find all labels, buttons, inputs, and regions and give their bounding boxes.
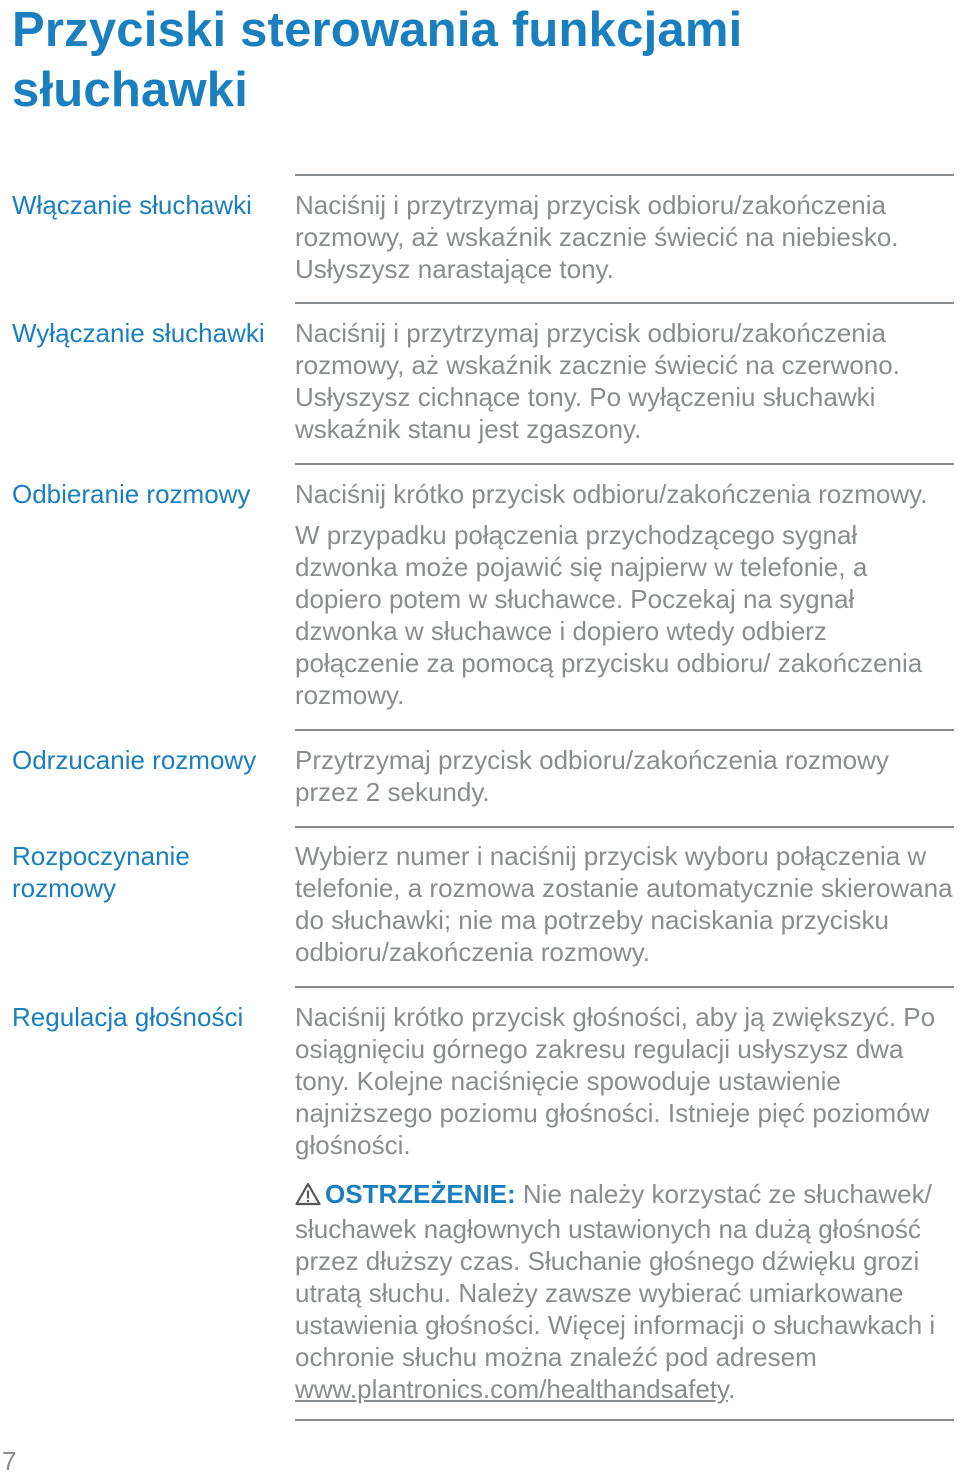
row-label: Wyłączanie słuchawki xyxy=(12,318,265,348)
bottom-rule xyxy=(295,1419,954,1421)
row-description-text: Wybierz numer i naciśnij przycisk wyboru połączenia w telefonie, a rozmowa zostanie automatycznie skierowana do słuchawki; nie ma potrzeby naciskania przycisku odbioru/zakończenia rozmowy. xyxy=(295,841,953,967)
health-safety-link[interactable]: www.plantronics.com/healthandsafety xyxy=(295,1374,729,1404)
row-description xyxy=(295,744,955,808)
row-description-text: W przypadku połączenia przychodzącego sygnał dzwonka może pojawić się najpierw w telefonie, a dopiero potem w słuchawce. Poczekaj na sygnał dzwonka w słuchawce i dopiero wtedy odbierz połączenie za pomocą przycisku odbioru/ zakończenia rozmowy. xyxy=(295,520,923,710)
row-label: Odrzucanie rozmowy xyxy=(12,745,257,775)
page-number: 7 xyxy=(2,1446,17,1476)
row-description-text: Naciśnij krótko przycisk odbioru/zakończenia rozmowy. xyxy=(295,479,928,509)
row-description xyxy=(295,317,955,445)
page-title-line-1: Przyciski sterowania funkcjami xyxy=(12,3,743,57)
row-label: Regulacja głośności xyxy=(12,1002,244,1032)
warning-triangle-icon xyxy=(295,1181,321,1213)
page-title xyxy=(12,0,912,120)
row-label: Włączanie słuchawki xyxy=(12,190,252,220)
warning-heading: OSTRZEŻENIE: xyxy=(325,1179,516,1209)
page-title-line-2: słuchawki xyxy=(12,63,249,117)
row-divider xyxy=(295,986,954,988)
row-description-text: Naciśnij i przytrzymaj przycisk odbioru/zakończenia rozmowy, aż wskaźnik zacznie świecić na czerwono. Usłyszysz cichnące tony. Po wyłączeniu słuchawki wskaźnik stanu jest zgaszony. xyxy=(295,318,900,444)
row-description xyxy=(295,189,955,285)
warning-block xyxy=(295,1178,955,1405)
row-description-text: Przytrzymaj przycisk odbioru/zakończenia rozmowy przez 2 sekundy. xyxy=(295,745,889,807)
row-divider xyxy=(295,826,954,828)
top-rule xyxy=(295,174,954,176)
row-description xyxy=(295,840,955,968)
warning-text: Nie należy korzystać ze słuchawek/ słuchawek nagłownych ustawionych na dużą głośność przez dłuższy czas. Słuchanie głośnego dźwięku grozi utratą słuchu. Należy zawsze wybierać umiarkowane ustawienia głośności. Więcej informacji o słuchawkach i ochronie słuchu można znaleźć pod adresem xyxy=(295,1179,936,1372)
row-divider xyxy=(295,729,954,731)
row-description-text: Naciśnij krótko przycisk głośności, aby ją zwiększyć. Po osiągnięciu górnego zakresu regulacji usłyszysz dwa tony. Kolejne naciśnięcie spowoduje ustawienie najniższego poziomu głośności. Istnieje pięć poziomów głośności. xyxy=(295,1002,936,1160)
row-divider xyxy=(295,463,954,465)
row-label: Rozpoczynanie rozmowy xyxy=(12,841,190,903)
row-label: Odbieranie rozmowy xyxy=(12,479,251,509)
row-description xyxy=(295,1001,955,1161)
row-description-text: Naciśnij i przytrzymaj przycisk odbioru/zakończenia rozmowy, aż wskaźnik zacznie świecić na niebiesko. Usłyszysz narastające tony. xyxy=(295,190,899,284)
warning-end: . xyxy=(728,1374,736,1404)
row-description xyxy=(295,478,955,711)
row-divider xyxy=(295,302,954,304)
